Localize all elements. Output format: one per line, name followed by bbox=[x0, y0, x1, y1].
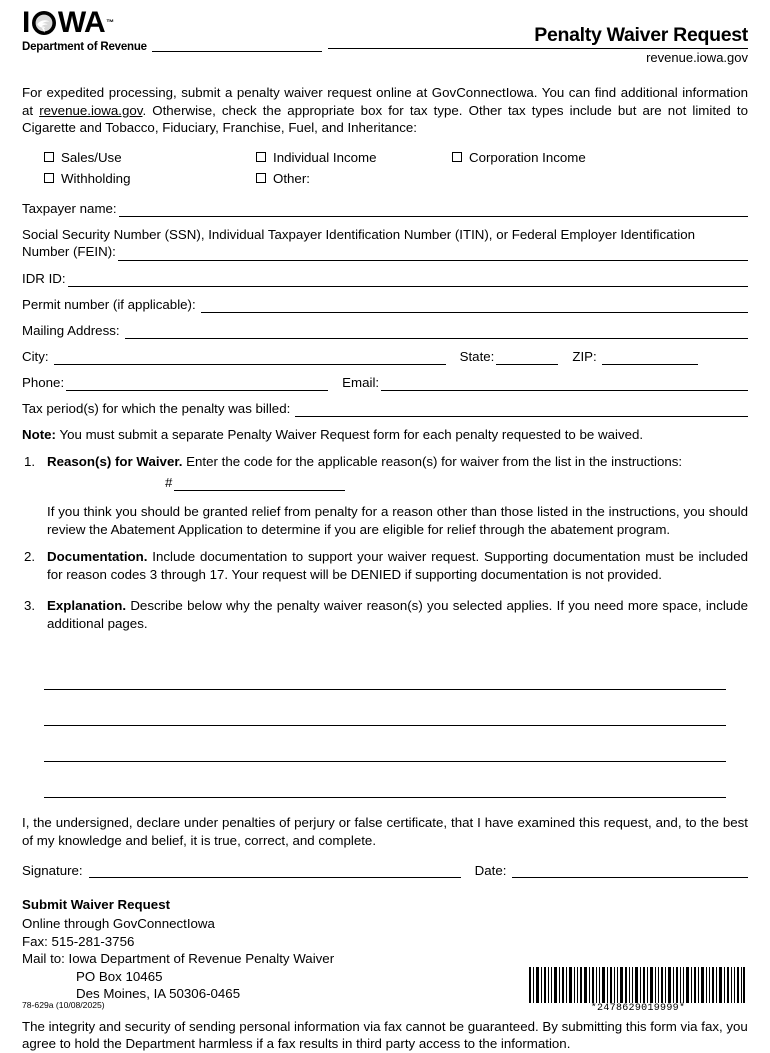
logo-o-swirl-icon bbox=[31, 10, 57, 36]
submit-mail-line: Mail to: Iowa Department of Revenue Penalty Waiver bbox=[22, 951, 335, 967]
item-1-number: 1. bbox=[24, 454, 36, 470]
checkbox-other[interactable] bbox=[256, 171, 452, 186]
instruction-item-1 bbox=[22, 453, 748, 538]
taxpayer-fields bbox=[22, 200, 748, 417]
checkbox-sales-use[interactable] bbox=[44, 150, 256, 165]
reason-code-input[interactable] bbox=[174, 479, 345, 491]
taxpayer-name-input[interactable] bbox=[119, 204, 748, 217]
form-number: 78-629a (10/08/2025) bbox=[22, 1000, 105, 1010]
checkbox-withholding[interactable] bbox=[44, 171, 256, 186]
department-row bbox=[22, 41, 322, 53]
page-title: Penalty Waiver Request bbox=[534, 24, 748, 46]
field-row-phone-email bbox=[22, 374, 748, 391]
department-label: Department of Revenue bbox=[22, 41, 147, 53]
barcode-number: *2478629019999* bbox=[590, 1003, 686, 1014]
tax-periods-input[interactable] bbox=[295, 404, 748, 417]
checkbox-grid-spacer bbox=[452, 171, 748, 186]
permit-number-label: Permit number (if applicable): bbox=[22, 296, 196, 312]
explanation-line-2[interactable] bbox=[44, 690, 726, 726]
checkbox-other-label: Other: bbox=[273, 170, 310, 186]
iowa-wordmark bbox=[22, 8, 322, 38]
ssn-label-line2-row bbox=[22, 243, 748, 261]
note-paragraph bbox=[22, 426, 748, 444]
item-2-body bbox=[47, 548, 748, 583]
agency-website: revenue.iowa.gov bbox=[646, 50, 748, 65]
idr-id-label: IDR ID: bbox=[22, 270, 66, 286]
submit-fax-line: Fax: 515-281-3756 bbox=[22, 933, 135, 949]
state-input[interactable] bbox=[496, 352, 558, 365]
idr-id-input[interactable] bbox=[68, 274, 748, 287]
explanation-line-3[interactable] bbox=[44, 726, 726, 762]
fax-disclaimer: The integrity and security of sending personal information via fax cannot be guaranteed. By submitting this form via fax, you agree to hold the Department harmless if a fax results in third party access to the information. bbox=[22, 1018, 748, 1052]
ssn-input[interactable] bbox=[118, 248, 748, 261]
intro-text-part1: For expedited processing, submit a penalty waiver request online at GovConnectIowa. You can find additional information at bbox=[22, 85, 748, 118]
email-input[interactable] bbox=[381, 378, 748, 391]
field-row-city-state-zip bbox=[22, 348, 748, 365]
signature-row bbox=[22, 863, 748, 878]
signature-label: Signature: bbox=[22, 862, 83, 878]
logo-letters-wa: WA bbox=[57, 6, 106, 39]
submit-heading: Submit Waiver Request bbox=[22, 896, 171, 912]
field-row-mailing-address bbox=[22, 322, 748, 339]
item-2-number: 2. bbox=[24, 549, 36, 565]
instruction-item-2 bbox=[22, 548, 748, 583]
item-2-text: Include documentation to support your waiver request. Supporting documentation must be included for reason codes 3 through 17. Your request will be DENIED if supporting documentation is not provided. bbox=[47, 549, 748, 582]
item-1-body bbox=[47, 453, 748, 538]
field-row-taxpayer-name bbox=[22, 200, 748, 217]
item-3-number: 3. bbox=[24, 598, 36, 614]
barcode-block bbox=[528, 967, 748, 1014]
checkbox-corporation-income-box[interactable] bbox=[452, 152, 462, 162]
permit-number-input[interactable] bbox=[201, 300, 748, 313]
page-footer bbox=[22, 967, 748, 1014]
page-header bbox=[22, 0, 748, 80]
checkbox-sales-use-label: Sales/Use bbox=[61, 149, 122, 165]
checkbox-withholding-box[interactable] bbox=[44, 173, 54, 183]
reason-code-row bbox=[165, 474, 345, 492]
ssn-label-line2: Number (FEIN): bbox=[22, 244, 116, 260]
declaration-paragraph: I, the undersigned, declare under penalties of perjury or false certificate, that I have examined this request, and, to the best of my knowledge and belief, it is true, correct, and complete. bbox=[22, 815, 748, 848]
field-row-ssn bbox=[22, 226, 748, 261]
checkbox-other-box[interactable] bbox=[256, 173, 266, 183]
checkbox-individual-income-box[interactable] bbox=[256, 152, 266, 162]
item-1-title: Reason(s) for Waiver. bbox=[47, 454, 183, 470]
item-3-title: Explanation. bbox=[47, 598, 127, 614]
item-1-subparagraph: If you think you should be granted relief from penalty for a reason other than those listed in the instructions, you should review the Abatement Application to determine if you are eligible for relief through the abatement program. bbox=[47, 504, 748, 537]
zip-label: ZIP: bbox=[572, 348, 597, 364]
item-2-title: Documentation. bbox=[47, 549, 148, 565]
instruction-item-3 bbox=[22, 597, 748, 632]
note-label: Note: bbox=[22, 426, 56, 442]
logo-trademark: ™ bbox=[106, 18, 114, 27]
date-input[interactable] bbox=[512, 865, 748, 878]
department-rule bbox=[152, 51, 322, 52]
reason-code-hash-label: # bbox=[165, 474, 173, 490]
explanation-line-4[interactable] bbox=[44, 762, 726, 798]
explanation-write-in-area bbox=[22, 654, 748, 798]
intro-text-part2: . Otherwise, check the appropriate box for tax type. Other tax types include but are not limited to Cigarette and Tobacco, Fiduciary, Franchise, Fuel, and Inheritance: bbox=[22, 102, 748, 135]
city-input[interactable] bbox=[54, 352, 446, 365]
checkbox-corporation-income[interactable] bbox=[452, 150, 748, 165]
iowa-logo bbox=[22, 8, 322, 53]
checkbox-sales-use-box[interactable] bbox=[44, 152, 54, 162]
checkbox-withholding-label: Withholding bbox=[61, 170, 131, 186]
barcode-icon bbox=[528, 967, 746, 1003]
logo-letter-i: I bbox=[22, 6, 30, 39]
email-label: Email: bbox=[342, 374, 380, 390]
state-label: State: bbox=[459, 348, 495, 364]
phone-label: Phone: bbox=[22, 374, 65, 390]
mailing-address-input[interactable] bbox=[125, 326, 748, 339]
field-row-permit-number bbox=[22, 296, 748, 313]
submit-po-box-line: PO Box 10465 bbox=[76, 968, 163, 984]
phone-input[interactable] bbox=[66, 378, 328, 391]
tax-periods-label: Tax period(s) for which the penalty was billed: bbox=[22, 400, 291, 416]
date-label: Date: bbox=[474, 862, 507, 878]
item-1-text: Enter the code for the applicable reason(s) for waiver from the list in the instructions: bbox=[182, 454, 683, 470]
field-row-idr-id bbox=[22, 270, 748, 287]
item-3-body bbox=[47, 597, 748, 632]
submit-online-line: Online through GovConnectIowa bbox=[22, 916, 215, 932]
header-title-block bbox=[328, 24, 748, 66]
zip-input[interactable] bbox=[602, 352, 698, 365]
taxpayer-name-label: Taxpayer name: bbox=[22, 200, 117, 216]
explanation-line-1[interactable] bbox=[44, 654, 726, 690]
intro-paragraph bbox=[22, 84, 748, 137]
revenue-website-link[interactable]: revenue.iowa.gov bbox=[39, 102, 143, 118]
checkbox-individual-income[interactable] bbox=[256, 150, 452, 165]
signature-input[interactable] bbox=[89, 865, 461, 878]
tax-type-checkbox-group bbox=[44, 150, 748, 186]
checkbox-individual-income-label: Individual Income bbox=[273, 149, 377, 165]
mailing-address-label: Mailing Address: bbox=[22, 322, 120, 338]
ssn-label-line1: Social Security Number (SSN), Individual Taxpayer Identification Number (ITIN), or Federal Employer Identification bbox=[22, 226, 695, 242]
city-label: City: bbox=[22, 348, 49, 364]
header-divider bbox=[328, 48, 748, 49]
note-text: You must submit a separate Penalty Waiver Request form for each penalty requested to be waived. bbox=[55, 426, 644, 442]
checkbox-corporation-income-label: Corporation Income bbox=[469, 149, 586, 165]
item-3-text: Describe below why the penalty waiver reason(s) you selected applies. If you need more space, include additional pages. bbox=[47, 598, 748, 631]
submit-city-state-zip-line: Des Moines, IA 50306-0465 bbox=[76, 986, 241, 1002]
field-row-tax-periods bbox=[22, 400, 748, 417]
